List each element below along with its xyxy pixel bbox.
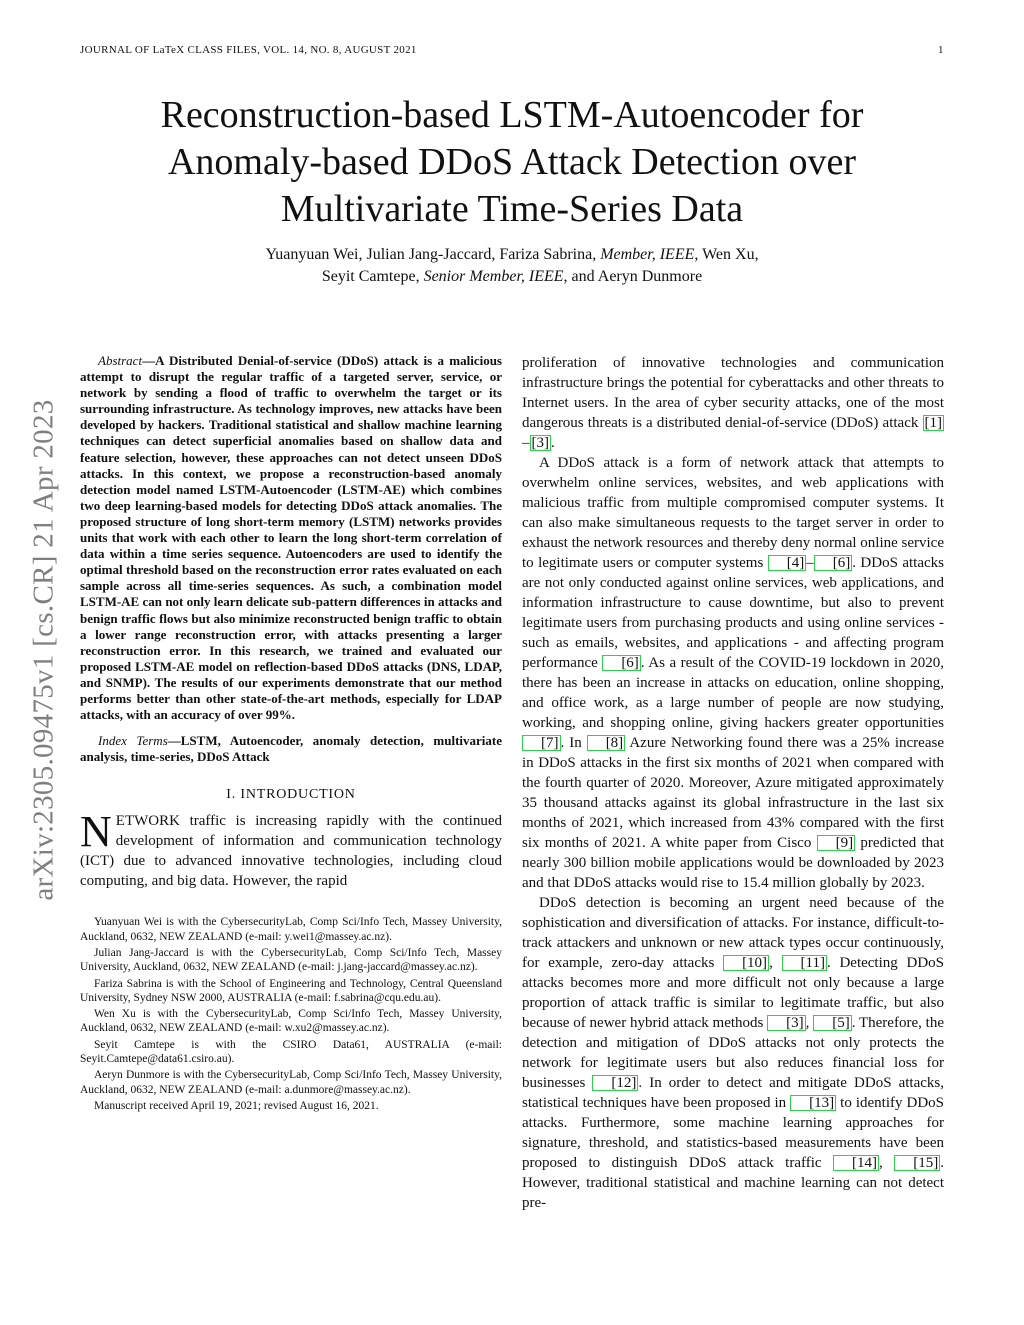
section-number: I. (226, 787, 241, 803)
citation-link[interactable]: [9] (817, 835, 856, 851)
body-text: . In (560, 735, 587, 751)
right-column (522, 353, 944, 1213)
citation-link[interactable]: [6] (602, 655, 641, 671)
author-footnotes (80, 915, 502, 1113)
section-title-rest: NTRODUCTION (245, 787, 356, 803)
page-number: 1 (938, 44, 944, 56)
intro-text: ETWORK traffic is increasing rapidly with the continued development of information and communication technology (ICT) due to advanced innovative technologies, including cloud computing, and big data. However, the rapid (80, 813, 502, 890)
citation-link[interactable]: [3] (531, 435, 549, 451)
index-terms-label: Index Terms (98, 733, 168, 749)
body-text: proliferation of innovative technologies and communication infrastructure brings the potential for cyberattacks and other threats to Internet users. In the area of cyber security attacks, one of the most dangerous threats is a distributed denial-of-service (DDoS) attack (522, 355, 944, 431)
title-line-2: Anomaly-based DDoS Attack Detection over (167, 141, 857, 183)
citation-link[interactable]: [15] (894, 1155, 940, 1171)
body-text: . DDoS attacks are not only conducted against online services, web applications, and information infrastructure to cause downtime, but also to prevent legitimate users from purchasing products and using online services - such as emails, websites, and applications - and affecting program performance (522, 555, 945, 671)
citation-link[interactable]: [4] (768, 555, 807, 571)
paper-title (80, 92, 944, 233)
abstract-label: Abstract (98, 353, 143, 368)
arxiv-identifier: arXiv:2305.09475v1 [cs.CR] 21 Apr 2023 (27, 399, 60, 901)
running-head: JOURNAL OF LaTeX CLASS FILES, VOL. 14, NO. 8, AUGUST 2021 (80, 44, 417, 56)
abstract-text: —A Distributed Denial-of-service (DDoS) attack is a malicious attempt to disrupt the regular traffic of a targeted server, service, or network by sending a flood of traffic to overwhelm the target or its surrounding infrastructure. As technology improves, new attacks have been developed by hackers. Traditional statistical and shallow machine learning techniques can detect superficial anomalies based on shallow data and feature selection, however, these approaches can not detect unseen DDoS attacks. In this context, we propose a reconstruction-based anomaly detection model named LSTM-Autoencoder (LSTM-AE) which combines two deep learning-based models for detecting DDoS attack anomalies. The proposed structure of long short-term memory (LSTM) networks provides units that work with each other to learn the long short-term correlation of data within a time series sequence. Autoencoders are used to identify the optimal threshold based on the reconstruction error rates evaluated on each sample across all time-series sequences. As such, a combination model LSTM-AE can not only learn delicate sub-pattern differences in attacks and benign traffic flows but also minimize reconstructed benign traffic to obtain a lower range reconstruction error, with attacks presenting a larger reconstruction error. In this research, we trained and evaluated our proposed LSTM-AE model on reflection-based DDoS attacks (DNS, LDAP, and SNMP). The results of our experiments demonstrate that our method performs better than other state-of-the-art methods, especially for LDAP attacks, with an accuracy of over 99%. (80, 353, 502, 723)
index-terms (80, 733, 502, 765)
footnote: Seyit Camtepe is with the CSIRO Data61, AUSTRALIA (e-mail: Seyit.Camtepe@data61.csiro.au). (80, 1038, 502, 1066)
citation-link[interactable]: [8] (587, 735, 626, 751)
drop-cap: N (80, 807, 112, 857)
body-text: . However, traditional statistical and machine learning can not detect pre- (522, 1155, 945, 1211)
author-names-1: Yuanyuan Wei, Julian Jang-Jaccard, Fariza Sabrina, (265, 246, 597, 263)
title-line-1: Reconstruction-based LSTM-Autoencoder for (160, 94, 864, 136)
body-paragraph-2 (522, 453, 944, 893)
author-names-4: , and Aeryn Dunmore (563, 268, 703, 285)
body-text: . Detecting DDoS attacks becomes more and more difficult not only because a large proportion of attack traffic is similar to legitimate traffic, but also because of newer hybrid attack methods (522, 955, 944, 1031)
intro-paragraph (80, 807, 502, 891)
author-role-senior: Senior Member, IEEE (423, 268, 564, 285)
author-names-3: Seyit Camtepe, (321, 268, 420, 285)
citation-link[interactable]: [14] (833, 1155, 879, 1171)
section-title-initial: I (240, 787, 246, 803)
body-text: to identify DDoS attacks. Furthermore, some machine learning approaches for signature, threshold, and statistics-based measurements have been proposed to distinguish DDoS attack traffic (522, 1095, 944, 1171)
author-names-2: , Wen Xu, (694, 246, 759, 263)
body-paragraph-1 (522, 353, 944, 453)
citation-link[interactable]: [7] (522, 735, 561, 751)
citation-link[interactable]: [10] (723, 955, 769, 971)
body-text: A DDoS attack is a form of network attack that attempts to overwhelm online services, websites, and web applications with malicious traffic from multiple compromised computer systems. It can also make simultaneous requests to the target server in order to exhaust the network resources and thereby deny normal online service to legitimate users or computer systems (522, 455, 944, 571)
body-text: , (769, 955, 782, 971)
body-text: DDoS detection is becoming an urgent need because of the sophistication and diversification of attacks. For instance, difficult-to-track attackers and unknown or new attack types occur continuously, for example, zero-day attacks (522, 895, 944, 971)
citation-link[interactable]: [6] (814, 555, 853, 571)
footnote: Aeryn Dunmore is with the CybersecurityLab, Comp Sci/Info Tech, Massey University, Auckland, 0632, NEW ZEALAND (e-mail: a.dunmore@massey.ac.nz). (80, 1069, 502, 1096)
citation-link[interactable]: [1] (924, 415, 942, 431)
body-text: predicted that nearly 300 billion mobile applications would be downloaded by 2023 and that DDoS attacks would rise to 15.4 million globally by 2023. (522, 835, 945, 891)
body-text: – (806, 555, 814, 571)
abstract (80, 353, 502, 723)
footnote: Fariza Sabrina is with the School of Engineering and Technology, Central Queensland University, Sydney NSW 2000, AUSTRALIA (e-mail: f.sabrina@cqu.edu.au). (80, 977, 502, 1004)
section-heading-introduction (80, 787, 502, 803)
index-terms-text: —LSTM, Autoencoder, anomaly detection, multivariate analysis, time-series, DDoS Attack (80, 733, 502, 765)
footnote: Yuanyuan Wei is with the CybersecurityLab, Comp Sci/Info Tech, Massey University, Auckland, 0632, NEW ZEALAND (e-mail: y.wei1@massey.ac.nz). (80, 916, 502, 943)
body-text: , (805, 1015, 814, 1031)
left-column (80, 353, 502, 1115)
footnote: Julian Jang-Jaccard is with the CybersecurityLab, Comp Sci/Info Tech, Massey University, Auckland, 0632, NEW ZEALAND (e-mail: j.jang-jaccard@massey.ac.nz). (80, 946, 502, 974)
manuscript-note: Manuscript received April 19, 2021; revised August 16, 2021. (94, 1099, 379, 1112)
body-text: – (522, 435, 530, 451)
footnote: Wen Xu is with the CybersecurityLab, Comp Sci/Info Tech, Massey University, Auckland, 0632, NEW ZEALAND (e-mail: w.xu2@massey.ac.nz). (80, 1008, 502, 1035)
body-paragraph-3 (522, 893, 944, 1213)
body-text: Azure Networking found there was a 25% increase in DDoS attacks in the first six months of 2021 when compared with the fourth quarter of 2020. Moreover, Azure mitigated approximately 35 thousand attacks against its global infrastructure in the last six months of 2021, which increased from 43% compared with the first six months of 2021. A white paper from Cisco (522, 735, 944, 851)
citation-link[interactable]: [12] (592, 1075, 638, 1091)
body-text: , (879, 1155, 895, 1171)
body-text: . Therefore, the detection and mitigation of DDoS attacks not only protects the network for legitimate users but also reduces financial loss for businesses (522, 1015, 944, 1091)
citation-link[interactable]: [3] (767, 1015, 806, 1031)
author-list (80, 244, 944, 288)
author-role-member: Member, IEEE (600, 246, 695, 263)
citation-link[interactable]: [11] (782, 955, 827, 971)
body-text: . In order to detect and mitigate DDoS attacks, statistical techniques have been proposed in (522, 1075, 944, 1111)
citation-link[interactable]: [5] (813, 1015, 852, 1031)
body-text: . (551, 435, 555, 451)
title-line-3: Multivariate Time-Series Data (280, 188, 744, 230)
citation-link[interactable]: [13] (790, 1095, 836, 1111)
body-text: . As a result of the COVID-19 lockdown in 2020, there has been an increase in attacks on education, online shopping, and office work, as a large number of people are now studying, working, and shopping online, giving hackers greater opportunities (522, 655, 944, 731)
